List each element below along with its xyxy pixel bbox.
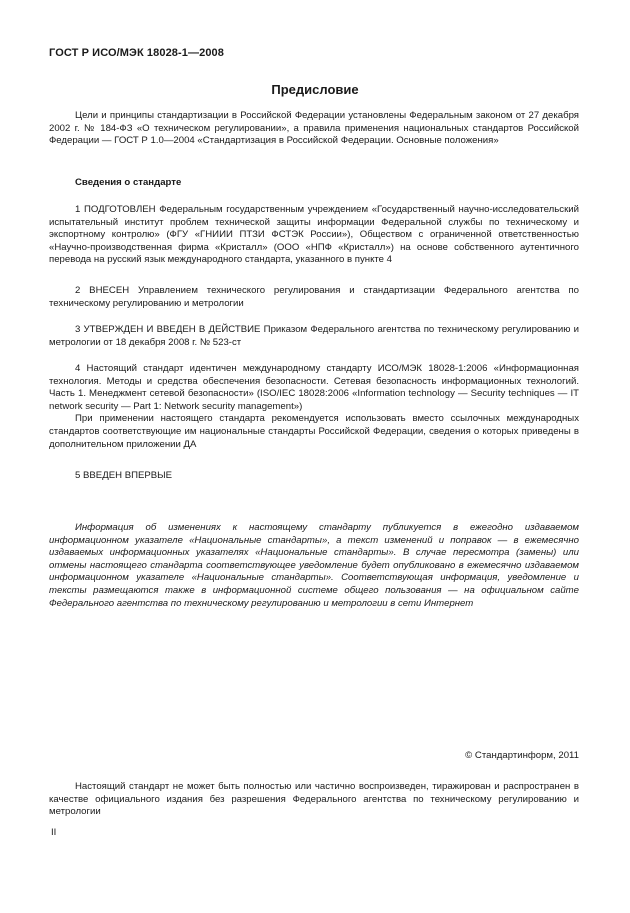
item-3-text: 3 УТВЕРЖДЕН И ВВЕДЕН В ДЕЙСТВИЕ Приказом Федерального агентства по техническому регулированию и метрологии от 18 декабря 2008 г. № 523-ст — [49, 324, 579, 348]
changes-notice — [49, 522, 579, 610]
standard-code-header: ГОСТ Р ИСО/МЭК 18028-1—2008 — [49, 47, 224, 59]
page-number: II — [51, 827, 57, 838]
item-1-text: 1 ПОДГОТОВЛЕН Федеральным государственным учреждением «Государственный научно-исследовательский испытательный институт проблем технической защиты информации Федеральной службы по техническому и экспортному контролю» (ФГУ «ГНИИИ ПТЗИ ФСТЭК России»), Обществом с ограниченной ответственностью «Научно-производственная фирма «Кристалл» (ООО «НПФ «Кристалл») на основе собственного аутентичного перевода на русский язык международного стандарта, указанного в пункте 4 — [49, 204, 579, 266]
item-2-text: 2 ВНЕСЕН Управлением технического регулирования и стандартизации Федерального агентства по техническому регулированию и метрологии — [49, 285, 579, 309]
page-title: Предисловие — [271, 82, 359, 97]
item-4-note: При применении настоящего стандарта рекомендуется использовать вместо ссылочных международных стандартов соответствующие им национальные стандарты Российской Федерации, сведения о которых приведены в дополнительном приложении ДА — [49, 413, 579, 450]
item-1 — [49, 204, 579, 267]
changes-notice-text: Информация об изменениях к настоящему стандарту публикуется в ежегодно издаваемом информационном указателе «Национальные стандарты», а текст изменений и поправок — в ежемесячно издаваемых информационных указателях «Национальные стандарты». В случае пересмотра (замены) или отмены настоящего стандарта соответствующее уведомление будет опубликовано в ежемесячно издаваемом информационном указателе «Национальные стандарты». Соответствующая информация, уведомление и тексты размещаются также в информационной системе общего пользования — на официальном сайте Федерального агентства по техническому регулированию и метрологии в сети Интернет — [49, 522, 579, 609]
item-5 — [49, 470, 579, 483]
legal-notice — [49, 781, 579, 819]
legal-notice-text: Настоящий стандарт не может быть полностью или частично воспроизведен, тиражирован и распространен в качестве официального издания без разрешения Федерального агентства по техническому регулированию и метрологии — [49, 781, 579, 818]
item-5-text: 5 ВВЕДЕН ВПЕРВЫЕ — [75, 470, 173, 481]
item-4 — [49, 363, 579, 451]
info-heading: Сведения о стандарте — [75, 177, 182, 188]
item-4-text: 4 Настоящий стандарт идентичен международному стандарту ИСО/МЭК 18028-1:2006 «Информационная технология. Методы и средства обеспечения безопасности. Сетевая безопасность информационных технологий. Часть 1. Менеджмент сетевой безопасности» (ISO/IEC 18028:2006 «Information technology — Security techniques — IT network security — Part 1: Network security management») — [49, 363, 579, 412]
item-3 — [49, 324, 579, 349]
intro-paragraph — [49, 110, 579, 148]
item-2 — [49, 285, 579, 310]
info-section — [49, 177, 579, 190]
copyright-line: © Стандартинформ, 2011 — [465, 750, 579, 761]
intro-text: Цели и принципы стандартизации в Российской Федерации установлены Федеральным законом от 27 декабря 2002 г. № 184-ФЗ «О техническом регулировании», а правила применения национальных стандартов Российской Федерации — ГОСТ Р 1.0—2004 «Стандартизация в Российской Федерации. Основные положения» — [49, 110, 579, 147]
